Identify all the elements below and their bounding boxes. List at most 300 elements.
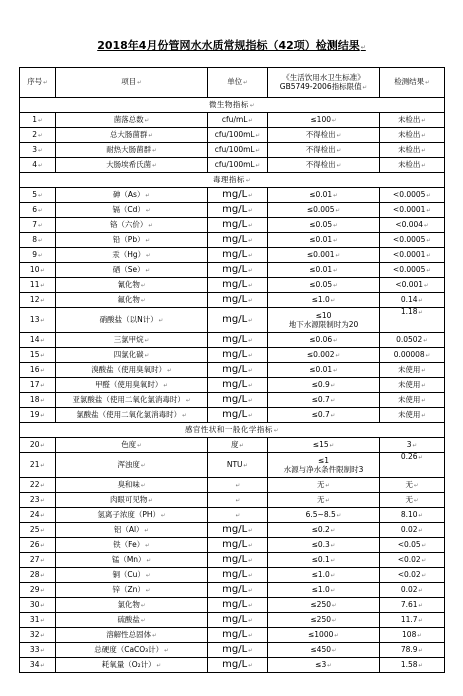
paragraph-mark-icon: ↵ <box>418 297 424 304</box>
cell-standard-text: ≤0.001 <box>306 249 335 259</box>
cell-unit <box>208 453 268 478</box>
paragraph-mark-icon: ↵ <box>243 80 248 86</box>
paragraph-mark-icon: ↵ <box>336 512 342 519</box>
cell-standard-text: ≤0.06 <box>309 334 333 344</box>
cell-unit-text: mg/L <box>222 408 248 420</box>
paragraph-mark-icon: ↵ <box>144 352 150 359</box>
cell-standard-text: ≤0.01 <box>309 234 333 244</box>
paragraph-mark-icon: ↵ <box>333 337 338 344</box>
cell-item-text: 溶解性总固体 <box>106 629 152 639</box>
cell-result-text: 无 <box>405 494 413 504</box>
paragraph-mark-icon: ↵ <box>38 162 43 169</box>
paragraph-mark-icon: ↵ <box>333 237 338 244</box>
cell-no <box>20 583 56 598</box>
cell-result <box>380 628 445 643</box>
paragraph-mark-icon: ↵ <box>248 207 253 214</box>
title-text: 2018年4月份管网水水质常规指标（42项）检测结果 <box>97 39 360 52</box>
paragraph-mark-icon: ↵ <box>333 267 338 274</box>
cell-no-text: 16 <box>29 364 40 374</box>
cell-standard <box>268 538 380 553</box>
cell-result <box>380 293 445 308</box>
table-body <box>20 68 445 673</box>
paragraph-mark-icon: ↵ <box>40 527 46 534</box>
cell-item-text: 氢离子浓度（PH） <box>97 509 161 519</box>
cell-item-text: 砷（As） <box>112 189 145 199</box>
cell-standard-text: ≤3 <box>315 659 327 669</box>
paragraph-mark-icon: ↵ <box>40 512 46 519</box>
cell-item-text: 亚氯酸盐（使用二氧化氯消毒时） <box>72 394 185 404</box>
cell-unit <box>208 478 268 493</box>
table-row <box>20 158 445 173</box>
cell-standard <box>268 348 380 363</box>
cell-item <box>56 278 208 293</box>
cell-result-text: <0.0005 <box>392 264 426 274</box>
cell-no-text: 23 <box>29 494 40 504</box>
paragraph-mark-icon: ↵ <box>333 222 338 229</box>
cell-no-text: 5 <box>32 189 38 199</box>
cell-result-text: 未检出 <box>397 114 421 124</box>
cell-standard-text: 不得检出 <box>305 159 336 169</box>
cell-no <box>20 393 56 408</box>
cell-result <box>380 248 445 263</box>
cell-unit <box>208 628 268 643</box>
cell-no <box>20 363 56 378</box>
cell-result-text: 108 <box>402 629 417 639</box>
cell-no-text: 25 <box>29 524 40 534</box>
cell-result <box>380 233 445 248</box>
cell-unit-text: mg/L <box>222 188 248 200</box>
cell-unit <box>208 248 268 263</box>
paragraph-mark-icon: ↵ <box>38 252 43 259</box>
cell-result-text: 0.26 <box>400 452 418 461</box>
paragraph-mark-icon: ↵ <box>417 632 422 639</box>
cell-standard <box>268 378 380 393</box>
header-result <box>380 68 445 98</box>
cell-result <box>380 393 445 408</box>
paragraph-mark-icon: ↵ <box>248 662 253 669</box>
paragraph-mark-icon: ↵ <box>425 80 430 86</box>
paragraph-mark-icon: ↵ <box>336 147 342 154</box>
table-row <box>20 233 445 248</box>
cell-no-text: 9 <box>32 249 38 259</box>
paragraph-mark-icon: ↵ <box>426 237 432 244</box>
cell-item-text: 氯酸盐（使用二氧化氯消毒时） <box>76 409 182 419</box>
cell-unit <box>208 508 268 523</box>
paragraph-mark-icon: ↵ <box>145 192 151 199</box>
cell-result-text: <0.02 <box>397 554 421 564</box>
cell-unit <box>208 493 268 508</box>
cell-item <box>56 233 208 248</box>
paragraph-mark-icon: ↵ <box>38 237 43 244</box>
cell-item <box>56 378 208 393</box>
paragraph-mark-icon: ↵ <box>249 102 256 109</box>
cell-unit-text: mg/L <box>222 233 248 245</box>
cell-item <box>56 643 208 658</box>
table-row <box>20 248 445 263</box>
paragraph-mark-icon: ↵ <box>330 587 336 594</box>
paragraph-mark-icon: ↵ <box>248 352 253 359</box>
paragraph-mark-icon: ↵ <box>421 557 427 564</box>
paragraph-mark-icon: ↵ <box>330 557 336 564</box>
paragraph-mark-icon: ↵ <box>40 632 46 639</box>
paragraph-mark-icon: ↵ <box>325 482 331 489</box>
cell-unit <box>208 438 268 453</box>
paragraph-mark-icon: ↵ <box>38 132 43 139</box>
cell-standard-line2: 地下水源限制时为20 <box>288 320 359 329</box>
cell-unit-text: mg/L <box>222 263 248 275</box>
cell-unit-text: mg/L <box>222 628 248 640</box>
header-no <box>20 68 56 98</box>
cell-result-text: 0.14 <box>400 294 418 304</box>
cell-unit-text: mg/L <box>222 378 248 390</box>
paragraph-mark-icon: ↵ <box>40 282 46 289</box>
cell-result <box>380 583 445 598</box>
section-label <box>20 423 445 438</box>
table-row <box>20 493 445 508</box>
cell-unit-text: cfu/100mL <box>214 159 255 169</box>
paragraph-mark-icon: ↵ <box>40 542 46 549</box>
paragraph-mark-icon: ↵ <box>248 267 253 274</box>
cell-item <box>56 363 208 378</box>
paragraph-mark-icon: ↵ <box>145 587 151 594</box>
paragraph-mark-icon: ↵ <box>40 267 46 274</box>
header-result-text: 检测结果 <box>394 77 425 86</box>
paragraph-mark-icon: ↵ <box>152 147 157 154</box>
cell-result <box>380 493 445 508</box>
cell-no <box>20 128 56 143</box>
header-no-text: 序号 <box>27 77 43 86</box>
paragraph-mark-icon: ↵ <box>248 542 253 549</box>
cell-standard <box>268 438 380 453</box>
cell-no-text: 1 <box>32 114 38 124</box>
paragraph-mark-icon: ↵ <box>156 662 162 669</box>
paragraph-mark-icon: ↵ <box>40 497 46 504</box>
cell-standard-text: ≤0.05 <box>309 219 333 229</box>
paragraph-mark-icon: ↵ <box>152 632 157 639</box>
paragraph-mark-icon: ↵ <box>38 192 43 199</box>
cell-standard <box>268 278 380 293</box>
cell-result <box>380 613 445 628</box>
paragraph-mark-icon: ↵ <box>40 662 46 669</box>
cell-item <box>56 188 208 203</box>
cell-result-text: 1.18 <box>400 307 418 316</box>
cell-standard-text: ≤1000 <box>308 629 334 639</box>
cell-unit <box>208 143 268 158</box>
cell-item-text: 硒（Se） <box>112 264 145 274</box>
cell-no <box>20 538 56 553</box>
paragraph-mark-icon: ↵ <box>418 527 424 534</box>
cell-item-text: 甲醛（使用臭氧时） <box>94 379 163 389</box>
paragraph-mark-icon: ↵ <box>421 397 427 404</box>
cell-no-text: 28 <box>29 569 40 579</box>
table-row <box>20 333 445 348</box>
paragraph-mark-icon: ↵ <box>330 527 336 534</box>
cell-no-text: 24 <box>29 509 40 519</box>
paragraph-mark-icon: ↵ <box>40 617 46 624</box>
cell-item-text: 铝（Al） <box>113 524 144 534</box>
cell-item-text: 四氯化碳 <box>113 349 144 359</box>
cell-standard-line2: 水源与净水条件限制时3 <box>283 465 364 474</box>
cell-standard <box>268 658 380 673</box>
water-quality-table <box>19 67 445 673</box>
paragraph-mark-icon: ↵ <box>418 587 424 594</box>
paragraph-mark-icon: ↵ <box>40 412 46 419</box>
paragraph-mark-icon: ↵ <box>235 482 241 489</box>
cell-standard-line1: ≤1 <box>317 456 330 465</box>
cell-result-text: 1.58 <box>400 659 418 669</box>
section-label-text: 感官性状和一般化学指标 <box>184 424 273 434</box>
cell-no <box>20 378 56 393</box>
cell-result-text: <0.0001 <box>392 249 426 259</box>
cell-unit-text: cfu/mL <box>221 114 248 124</box>
cell-result-text: <0.001 <box>395 279 424 289</box>
cell-unit-text: mg/L <box>222 363 248 375</box>
cell-unit-text: mg/L <box>222 523 248 535</box>
paragraph-mark-icon: ↵ <box>336 132 342 139</box>
paragraph-mark-icon: ↵ <box>421 367 427 374</box>
cell-standard <box>268 188 380 203</box>
cell-no-text: 15 <box>29 349 40 359</box>
cell-no <box>20 218 56 233</box>
paragraph-mark-icon: ↵ <box>423 337 428 344</box>
cell-no <box>20 523 56 538</box>
paragraph-mark-icon: ↵ <box>248 602 253 609</box>
cell-unit-text: mg/L <box>222 643 248 655</box>
cell-standard <box>268 568 380 583</box>
cell-item <box>56 508 208 523</box>
table-row <box>20 508 445 523</box>
cell-standard <box>268 643 380 658</box>
cell-no <box>20 333 56 348</box>
cell-standard-text: ≤0.2 <box>311 524 330 534</box>
cell-result-text: 7.61 <box>400 599 418 609</box>
cell-unit-text: mg/L <box>222 393 248 405</box>
paragraph-mark-icon: ↵ <box>413 482 419 489</box>
paragraph-mark-icon: ↵ <box>426 192 432 199</box>
paragraph-mark-icon: ↵ <box>137 80 142 86</box>
cell-unit-text: cfu/100mL <box>214 144 255 154</box>
paragraph-mark-icon: ↵ <box>248 527 253 534</box>
cell-item-text: 铅（Pb） <box>112 234 145 244</box>
cell-unit <box>208 218 268 233</box>
cell-result <box>380 278 445 293</box>
cell-result-text: <0.004 <box>395 219 424 229</box>
cell-item <box>56 348 208 363</box>
cell-unit <box>208 523 268 538</box>
paragraph-mark-icon: ↵ <box>412 442 418 449</box>
paragraph-mark-icon: ↵ <box>144 117 150 124</box>
paragraph-mark-icon: ↵ <box>40 382 46 389</box>
cell-result-text: <0.0005 <box>392 234 426 244</box>
cell-item <box>56 263 208 278</box>
cell-result <box>380 218 445 233</box>
cell-unit <box>208 158 268 173</box>
cell-unit <box>208 333 268 348</box>
cell-standard-text: ≤0.01 <box>309 364 333 374</box>
cell-result-text: 0.02 <box>400 584 418 594</box>
paragraph-mark-icon: ↵ <box>182 412 187 419</box>
paragraph-mark-icon: ↵ <box>332 617 337 624</box>
cell-item-text: 色度 <box>121 439 137 449</box>
cell-item <box>56 218 208 233</box>
cell-no-text: 18 <box>29 394 40 404</box>
cell-item-text: 氟化物 <box>117 294 140 304</box>
table-row <box>20 378 445 393</box>
cell-standard-text: ≤0.01 <box>309 264 333 274</box>
table-row <box>20 453 445 478</box>
cell-result <box>380 538 445 553</box>
cell-item <box>56 568 208 583</box>
paragraph-mark-icon: ↵ <box>248 632 253 639</box>
paragraph-mark-icon: ↵ <box>327 662 332 669</box>
cell-result <box>380 553 445 568</box>
paragraph-mark-icon: ↵ <box>248 572 253 579</box>
cell-result-text: 未使用 <box>397 394 421 404</box>
cell-result <box>380 188 445 203</box>
header-standard <box>268 68 380 98</box>
cell-unit <box>208 128 268 143</box>
paragraph-mark-icon: ↵ <box>145 572 151 579</box>
paragraph-mark-icon: ↵ <box>248 317 253 324</box>
cell-standard-text: ≤15 <box>312 439 329 449</box>
cell-result-text: 0.0502 <box>396 334 423 344</box>
table-row <box>20 583 445 598</box>
cell-standard <box>268 508 380 523</box>
paragraph-mark-icon: ↵ <box>330 297 336 304</box>
cell-standard-text: ≤0.7 <box>311 409 330 419</box>
cell-item-text: 总大肠菌群 <box>109 129 148 139</box>
paragraph-mark-icon: ↵ <box>248 397 253 404</box>
cell-result <box>380 453 445 478</box>
cell-unit <box>208 113 268 128</box>
table-row <box>20 348 445 363</box>
paragraph-mark-icon: ↵ <box>248 382 253 389</box>
paragraph-mark-icon: ↵ <box>332 117 337 124</box>
paragraph-mark-icon: ↵ <box>255 132 261 139</box>
cell-result-text: 未使用 <box>397 379 421 389</box>
paragraph-mark-icon: ↵ <box>161 512 166 519</box>
paragraph-mark-icon: ↵ <box>148 132 154 139</box>
section-label-text: 微生物指标 <box>208 99 249 109</box>
cell-item-text: 耗氧量（O₂计） <box>101 659 156 669</box>
cell-unit-text: mg/L <box>222 333 248 345</box>
cell-standard-text: ≤250 <box>310 599 331 609</box>
paragraph-mark-icon: ↵ <box>330 397 336 404</box>
cell-no-text: 17 <box>29 379 40 389</box>
paragraph-mark-icon: ↵ <box>273 427 280 434</box>
paragraph-mark-icon: ↵ <box>330 572 336 579</box>
cell-standard-text: ≤0.05 <box>309 279 333 289</box>
cell-standard-text: ≤0.005 <box>306 204 335 214</box>
cell-no <box>20 408 56 423</box>
cell-item <box>56 203 208 218</box>
cell-unit <box>208 263 268 278</box>
cell-no-text: 30 <box>29 599 40 609</box>
cell-standard-text: ≤1.0 <box>311 569 330 579</box>
cell-item <box>56 523 208 538</box>
paragraph-mark-icon: ↵ <box>38 147 43 154</box>
cell-item-text: 锰（Mn） <box>111 554 146 564</box>
cell-item <box>56 143 208 158</box>
paragraph-mark-icon: ↵ <box>40 462 46 469</box>
cell-item-text: 铬（六价） <box>109 219 148 229</box>
paragraph-mark-icon: ↵ <box>145 267 151 274</box>
cell-unit <box>208 308 268 333</box>
cell-standard <box>268 308 380 333</box>
cell-unit <box>208 393 268 408</box>
cell-no <box>20 188 56 203</box>
cell-standard-text: ≤450 <box>310 644 331 654</box>
cell-standard <box>268 113 380 128</box>
paragraph-mark-icon: ↵ <box>248 222 253 229</box>
table-row <box>20 478 445 493</box>
paragraph-mark-icon: ↵ <box>146 252 151 259</box>
cell-standard-text: ≤1.0 <box>311 294 330 304</box>
cell-result-text: 78.9 <box>400 644 418 654</box>
cell-no-text: 11 <box>29 279 40 289</box>
cell-unit <box>208 363 268 378</box>
cell-standard <box>268 393 380 408</box>
cell-result-text: <0.05 <box>397 539 421 549</box>
cell-item-text: 汞（Hg） <box>112 249 146 259</box>
cell-unit-text: cfu/100mL <box>214 129 255 139</box>
cell-standard <box>268 218 380 233</box>
table-row <box>20 188 445 203</box>
cell-unit <box>208 348 268 363</box>
paragraph-mark-icon: ↵ <box>144 337 150 344</box>
cell-standard-text: ≤0.7 <box>311 394 330 404</box>
cell-standard <box>268 248 380 263</box>
paragraph-mark-icon: ↵ <box>418 647 424 654</box>
paragraph-mark-icon: ↵ <box>145 237 151 244</box>
paragraph-mark-icon: ↵ <box>330 382 336 389</box>
cell-item <box>56 493 208 508</box>
cell-item-text: 铜（Cu） <box>112 569 145 579</box>
cell-standard-text: ≤100 <box>310 114 331 124</box>
cell-item-text: 浑浊度 <box>117 459 140 469</box>
cell-standard <box>268 493 380 508</box>
paragraph-mark-icon: ↵ <box>40 317 46 324</box>
cell-no-text: 27 <box>29 554 40 564</box>
paragraph-mark-icon: ↵ <box>421 572 427 579</box>
paragraph-mark-icon: ↵ <box>235 497 241 504</box>
cell-item-text: 氰化物 <box>117 279 140 289</box>
paragraph-mark-icon: ↵ <box>418 602 424 609</box>
cell-standard <box>268 143 380 158</box>
header-unit <box>208 68 268 98</box>
cell-result-text: <0.02 <box>397 569 421 579</box>
cell-no-text: 13 <box>29 314 40 324</box>
paragraph-mark-icon: ↵ <box>248 282 253 289</box>
cell-result <box>380 408 445 423</box>
cell-no-text: 29 <box>29 584 40 594</box>
cell-result <box>380 128 445 143</box>
cell-no-text: 34 <box>29 659 40 669</box>
paragraph-mark-icon: ↵ <box>421 147 427 154</box>
paragraph-mark-icon: ↵ <box>421 542 427 549</box>
cell-standard <box>268 293 380 308</box>
cell-no <box>20 348 56 363</box>
cell-result-text: 0.00008 <box>393 349 425 359</box>
cell-unit-text: mg/L <box>222 278 248 290</box>
cell-standard <box>268 203 380 218</box>
cell-item <box>56 293 208 308</box>
table-row <box>20 393 445 408</box>
cell-no-text: 2 <box>32 129 38 139</box>
paragraph-mark-icon: ↵ <box>144 527 150 534</box>
cell-result <box>380 363 445 378</box>
cell-unit <box>208 643 268 658</box>
